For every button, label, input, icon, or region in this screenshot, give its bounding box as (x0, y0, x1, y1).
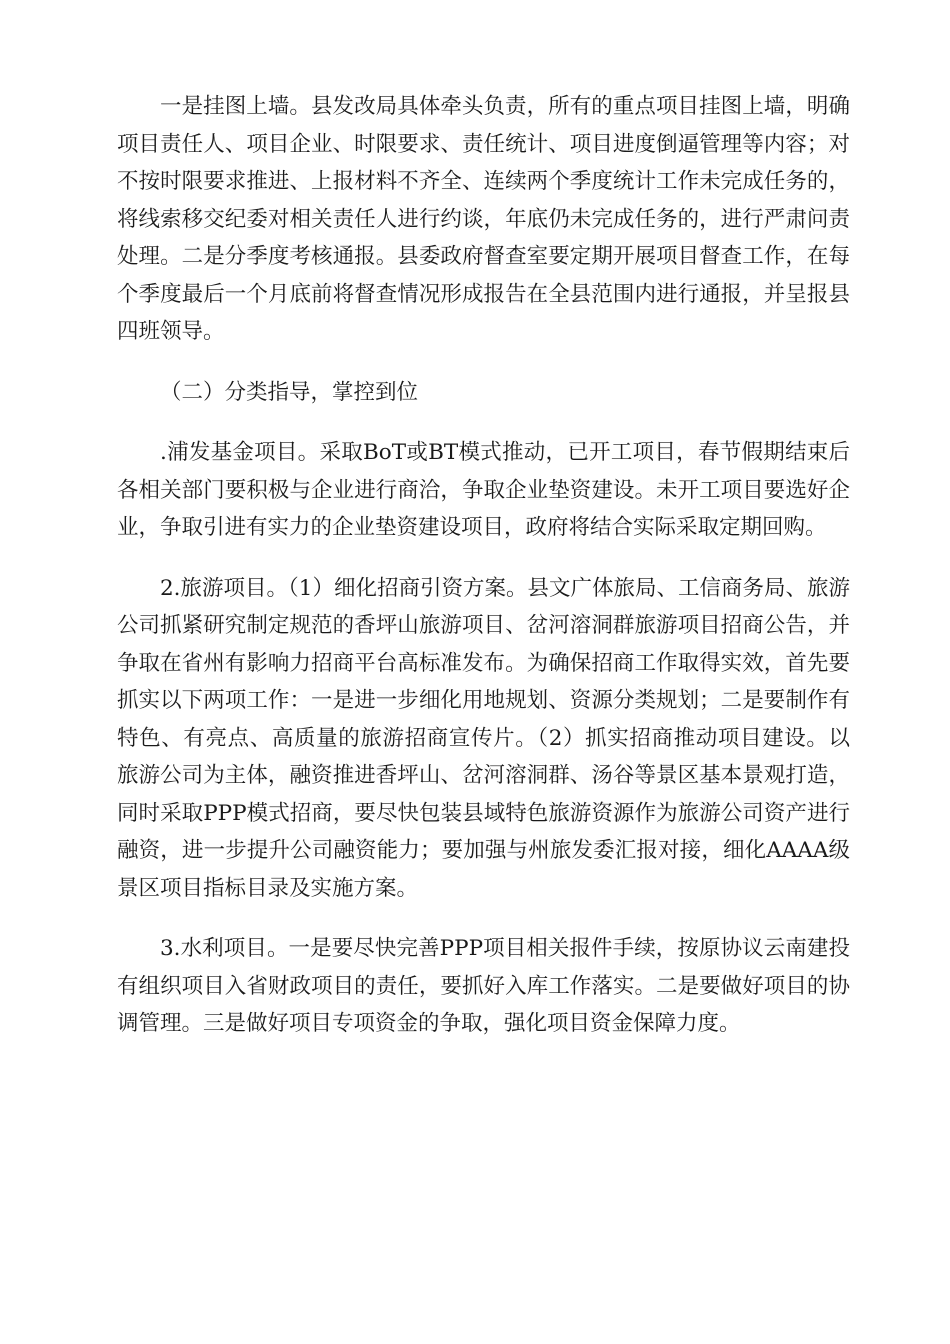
section-heading-classified-guidance: （二）分类指导，掌控到位 (160, 379, 419, 405)
paragraph-map-on-wall: 一是挂图上墙。县发改局具体牵头负责，所有的重点项目挂图上墙，明确项目责任人、项目企业、时限要求、责任统计、项目进度倒逼管理等内容；对不按时限要求推进、上报材料不齐全、连续两个季度统计工作未完成任务的，将线索移交纪委对相关责任人进行约谈，年底仍未完成任务的，进行严肃问责处理。二是分季度考核通报。县委政府督查室要定期开展项目督查工作，在每个季度最后一个月底前将督查情况形成报告在全县范围内进行通报，并呈报县四班领导。 (117, 94, 850, 344)
paragraph-tourism-project: 2.旅游项目。（1）细化招商引资方案。县文广体旅局、工信商务局、旅游公司抓紧研究制定规范的香坪山旅游项目、岔河溶洞群旅游项目招商公告，并争取在省州有影响力招商平台高标准发布。为确保招商工作取得实效，首先要抓实以下两项工作：一是进一步细化用地规划、资源分类规划；二是要制作有特色、有亮点、高质量的旅游招商宣传片。（2）抓实招商推动项目建设。以旅游公司为主体，融资推进香坪山、岔河溶洞群、汤谷等景区基本景观打造，同时采取PPP模式招商，要尽快包装县域特色旅游资源作为旅游公司资产进行融资，进一步提升公司融资能力；要加强与州旅发委汇报对接，细化AAAA级景区项目指标目录及实施方案。 (117, 575, 850, 901)
paragraph-pufa-fund-project: .浦发基金项目。采取BoT或BT模式推动，已开工项目，春节假期结束后各相关部门要积极与企业进行商洽，争取企业垫资建设。未开工项目要选好企业，争取引进有实力的企业垫资建设项目，政府将结合实际采取定期回购。 (117, 440, 850, 540)
paragraph-water-conservancy-project: 3.水利项目。一是要尽快完善PPP项目相关报件手续，按原协议云南建投有组织项目入省财政项目的责任，要抓好入库工作落实。二是要做好项目的协调管理。三是做好项目专项资金的争取，强化项目资金保障力度。 (117, 936, 850, 1036)
document-page (117, 88, 850, 1066)
